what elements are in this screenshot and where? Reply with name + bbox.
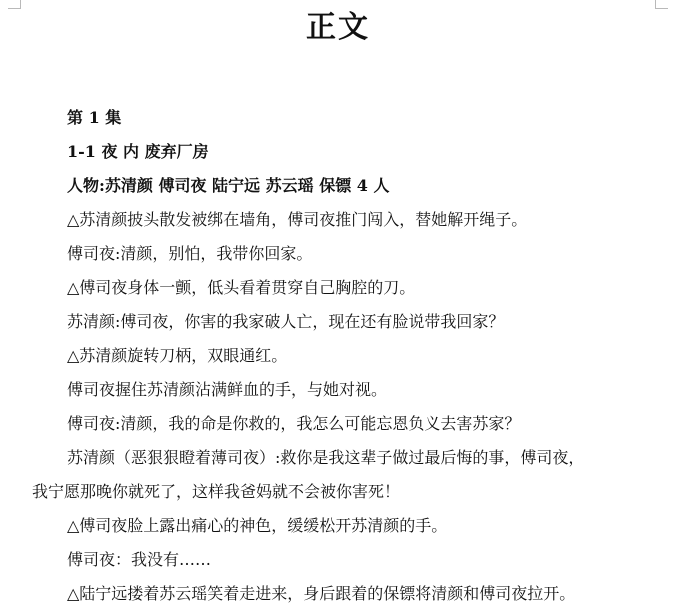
wrapped-line-first: 苏清颜（恶狠狠瞪着薄司夜）:救你是我这辈子做过最后悔的事，傅司夜， [67, 448, 585, 467]
scene-heading: 1-1 夜 内 废弃厂房 [67, 142, 209, 161]
page-corner-marker-right [655, 0, 668, 9]
script-line: △苏清颜披头散发被绑在墙角，傅司夜推门闯入，替她解开绳子。 [67, 210, 528, 229]
characters-line: 人物:苏清颜 傅司夜 陆宁远 苏云瑶 保镖 4 人 [67, 176, 390, 195]
page-corner-marker-left [8, 0, 21, 9]
script-line: 傅司夜:清颜，我的命是你救的，我怎么可能忘恩负义去害苏家？ [67, 414, 521, 433]
wrapped-line-rest: 我宁愿那晚你就死了，这样我爸妈就不会被你害死！ [32, 482, 401, 501]
episode-heading: 第 1 集 [67, 108, 122, 127]
page-title: 正文 [306, 10, 370, 45]
script-line: △傅司夜脸上露出痛心的神色，缓缓松开苏清颜的手。 [67, 516, 448, 535]
script-line: △傅司夜身体一颤，低头看着贯穿自己胸腔的刀。 [67, 278, 416, 297]
wrapped-script-line [32, 441, 652, 509]
script-line: △陆宁远搂着苏云瑶笑着走进来，身后跟着的保镖将清颜和傅司夜拉开。 [67, 584, 576, 603]
script-line: 傅司夜：我没有…… [67, 550, 212, 569]
script-line: 傅司夜:清颜，别怕，我带你回家。 [67, 244, 313, 263]
script-line: 苏清颜:傅司夜，你害的我家破人亡，现在还有脸说带我回家？ [67, 312, 505, 331]
script-line: △苏清颜旋转刀柄，双眼通红。 [67, 346, 288, 365]
script-body [32, 101, 652, 611]
script-line: 傅司夜握住苏清颜沾满鲜血的手，与她对视。 [67, 380, 388, 399]
